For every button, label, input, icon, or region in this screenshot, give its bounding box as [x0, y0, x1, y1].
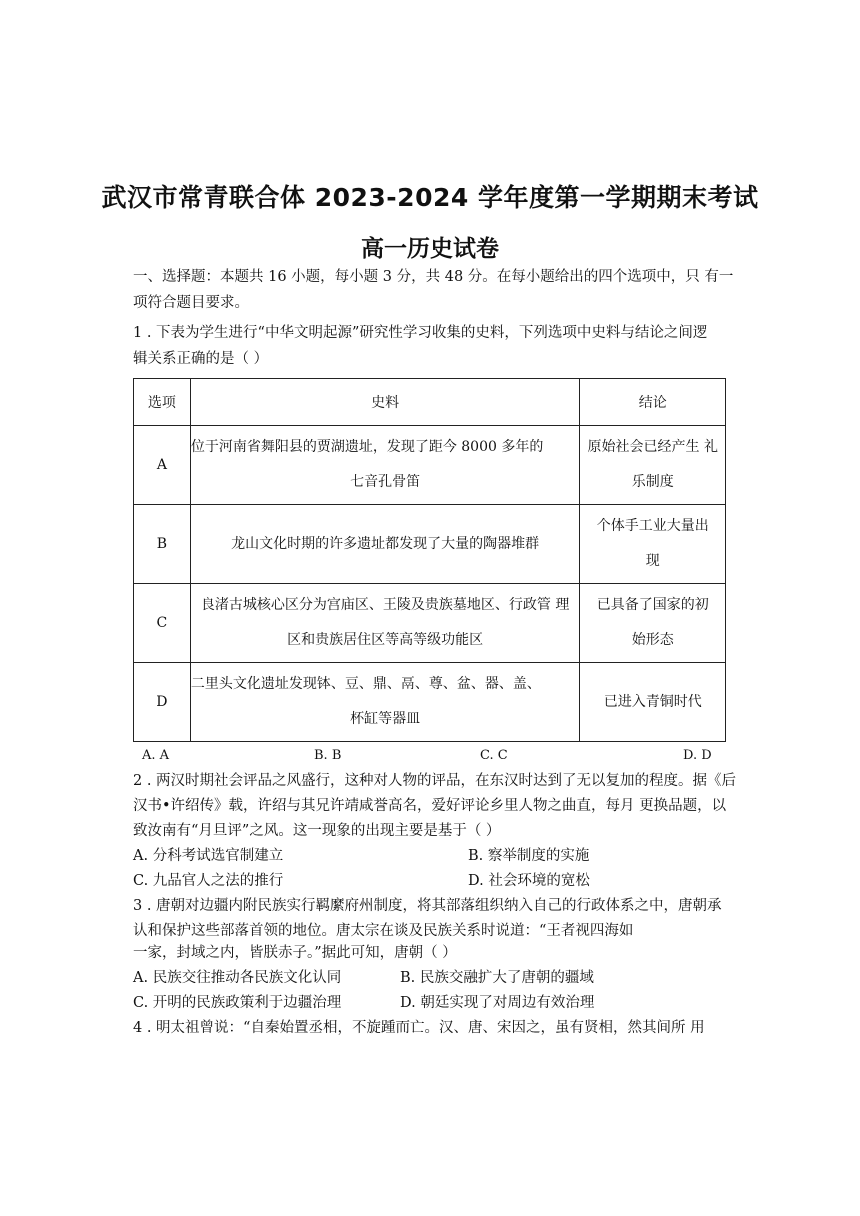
- table-header-row: [134, 379, 726, 426]
- section-instructions-line1: 一、选择题：本题共 16 小题，每小题 3 分，共 48 分。在每小题给出的四个选项中，只 有一: [133, 269, 734, 285]
- row-conclusion: [580, 426, 726, 505]
- q1-option-d[interactable]: D. D: [683, 748, 712, 763]
- q1-stem-line1: 1 . 下表为学生进行“中华文明起源”研究性学习收集的史料，下列选项中史料与结论之间逻: [133, 325, 708, 341]
- q1-option-b[interactable]: B. B: [314, 748, 342, 763]
- q3-stem-line1: 3 . 唐朝对边疆内附民族实行羁縻府州制度，将其部落组织纳入自己的行政体系之中，唐朝承: [133, 898, 722, 914]
- row-source: [190, 505, 580, 584]
- q2-option-d[interactable]: D. 社会环境的宽松: [468, 873, 590, 889]
- q2-stem-line3: 致汝南有“月旦评”之风。这一现象的出现主要是基于（ ）: [133, 823, 501, 839]
- row-source-line1: 二里头文化遗址发现钵、豆、鼎、鬲、尊、盆、器、盖、: [190, 676, 541, 692]
- row-source: [190, 663, 580, 742]
- exam-title: 武汉市常青联合体 2023-2024 学年度第一学期期末考试: [101, 183, 759, 212]
- q2-stem-line1: 2 . 两汉时期社会评品之风盛行，这种对人物的评品，在东汉时达到了无以复加的程度。据《后: [133, 773, 737, 789]
- row-option: C: [134, 584, 191, 663]
- row-conclusion: [580, 663, 726, 742]
- row-conclusion-line2: 始形态: [631, 632, 674, 648]
- q2-option-b[interactable]: B. 察举制度的实施: [468, 848, 590, 864]
- q3-option-a[interactable]: A. 民族交往推动各民族文化认同: [133, 970, 342, 986]
- row-source-line2: 杯缸等器皿: [350, 711, 421, 727]
- q2-stem-line2: 汉书•许绍传》载，许绍与其兄许靖咸誉高名，爱好评论乡里人物之曲直，每月 更换品题，以: [133, 798, 727, 814]
- q3-option-c[interactable]: C. 开明的民族政策利于边疆治理: [133, 995, 342, 1011]
- row-conclusion-line1: 原始社会已经产生 礼: [587, 439, 718, 455]
- row-source-line1: 龙山文化时期的许多遗址都发现了大量的陶器堆群: [231, 535, 540, 552]
- row-source-line1: 位于河南省舞阳县的贾湖遗址，发现了距今 8000 多年的: [190, 439, 544, 455]
- row-source-line2: 七音孔骨笛: [350, 474, 421, 490]
- q3-stem-line3: 一家，封域之内，皆朕赤子。”据此可知，唐朝（ ）: [133, 945, 457, 961]
- table-header-conclusion: 结论: [580, 379, 726, 426]
- table-row: [134, 584, 726, 663]
- q2-option-a[interactable]: A. 分科考试选官制建立: [133, 848, 284, 864]
- row-conclusion-line1: 个体手工业大量出: [596, 518, 709, 534]
- q1-option-c[interactable]: C. C: [480, 748, 508, 763]
- row-option: B: [134, 505, 191, 584]
- row-conclusion-line2: 现: [645, 553, 660, 569]
- table-header-source: 史料: [190, 379, 580, 426]
- row-option: A: [134, 426, 191, 505]
- q1-option-a[interactable]: A. A: [142, 748, 170, 763]
- table-row: [134, 663, 726, 742]
- q1-stem-line2: 辑关系正确的是（ ）: [133, 351, 269, 367]
- row-conclusion-line1: 已具备了国家的初: [596, 597, 709, 613]
- section-instructions-line2: 项符合题目要求。: [133, 295, 249, 311]
- q3-stem-line2: 认和保护这些部落首领的地位。唐太宗在谈及民族关系时说道：“王者视四海如: [133, 923, 634, 939]
- row-conclusion-line2: 乐制度: [631, 474, 674, 490]
- q2-option-c[interactable]: C. 九品官人之法的推行: [133, 873, 284, 889]
- table-row: [134, 426, 726, 505]
- row-source: [190, 584, 580, 663]
- q1-table: [133, 378, 726, 742]
- row-conclusion-line1: 已进入青铜时代: [603, 693, 702, 710]
- q3-option-d[interactable]: D. 朝廷实现了对周边有效治理: [400, 995, 595, 1011]
- row-option: D: [134, 663, 191, 742]
- row-conclusion: [580, 584, 726, 663]
- q3-option-b[interactable]: B. 民族交融扩大了唐朝的疆域: [400, 970, 594, 986]
- q4-stem-line1: 4 . 明太祖曾说：“自秦始置丞相，不旋踵而亡。汉、唐、宋因之，虽有贤相，然其间所 用: [133, 1020, 705, 1036]
- row-source-line1: 良渚古城核心区分为宫庙区、王陵及贵族墓地区、行政管 理: [200, 597, 570, 613]
- table-row: [134, 505, 726, 584]
- row-source-line2: 区和贵族居住区等高等级功能区: [287, 632, 484, 648]
- table-header-option: 选项: [134, 379, 191, 426]
- row-source: [190, 426, 580, 505]
- exam-subtitle: 高一历史试卷: [361, 236, 499, 262]
- row-conclusion: [580, 505, 726, 584]
